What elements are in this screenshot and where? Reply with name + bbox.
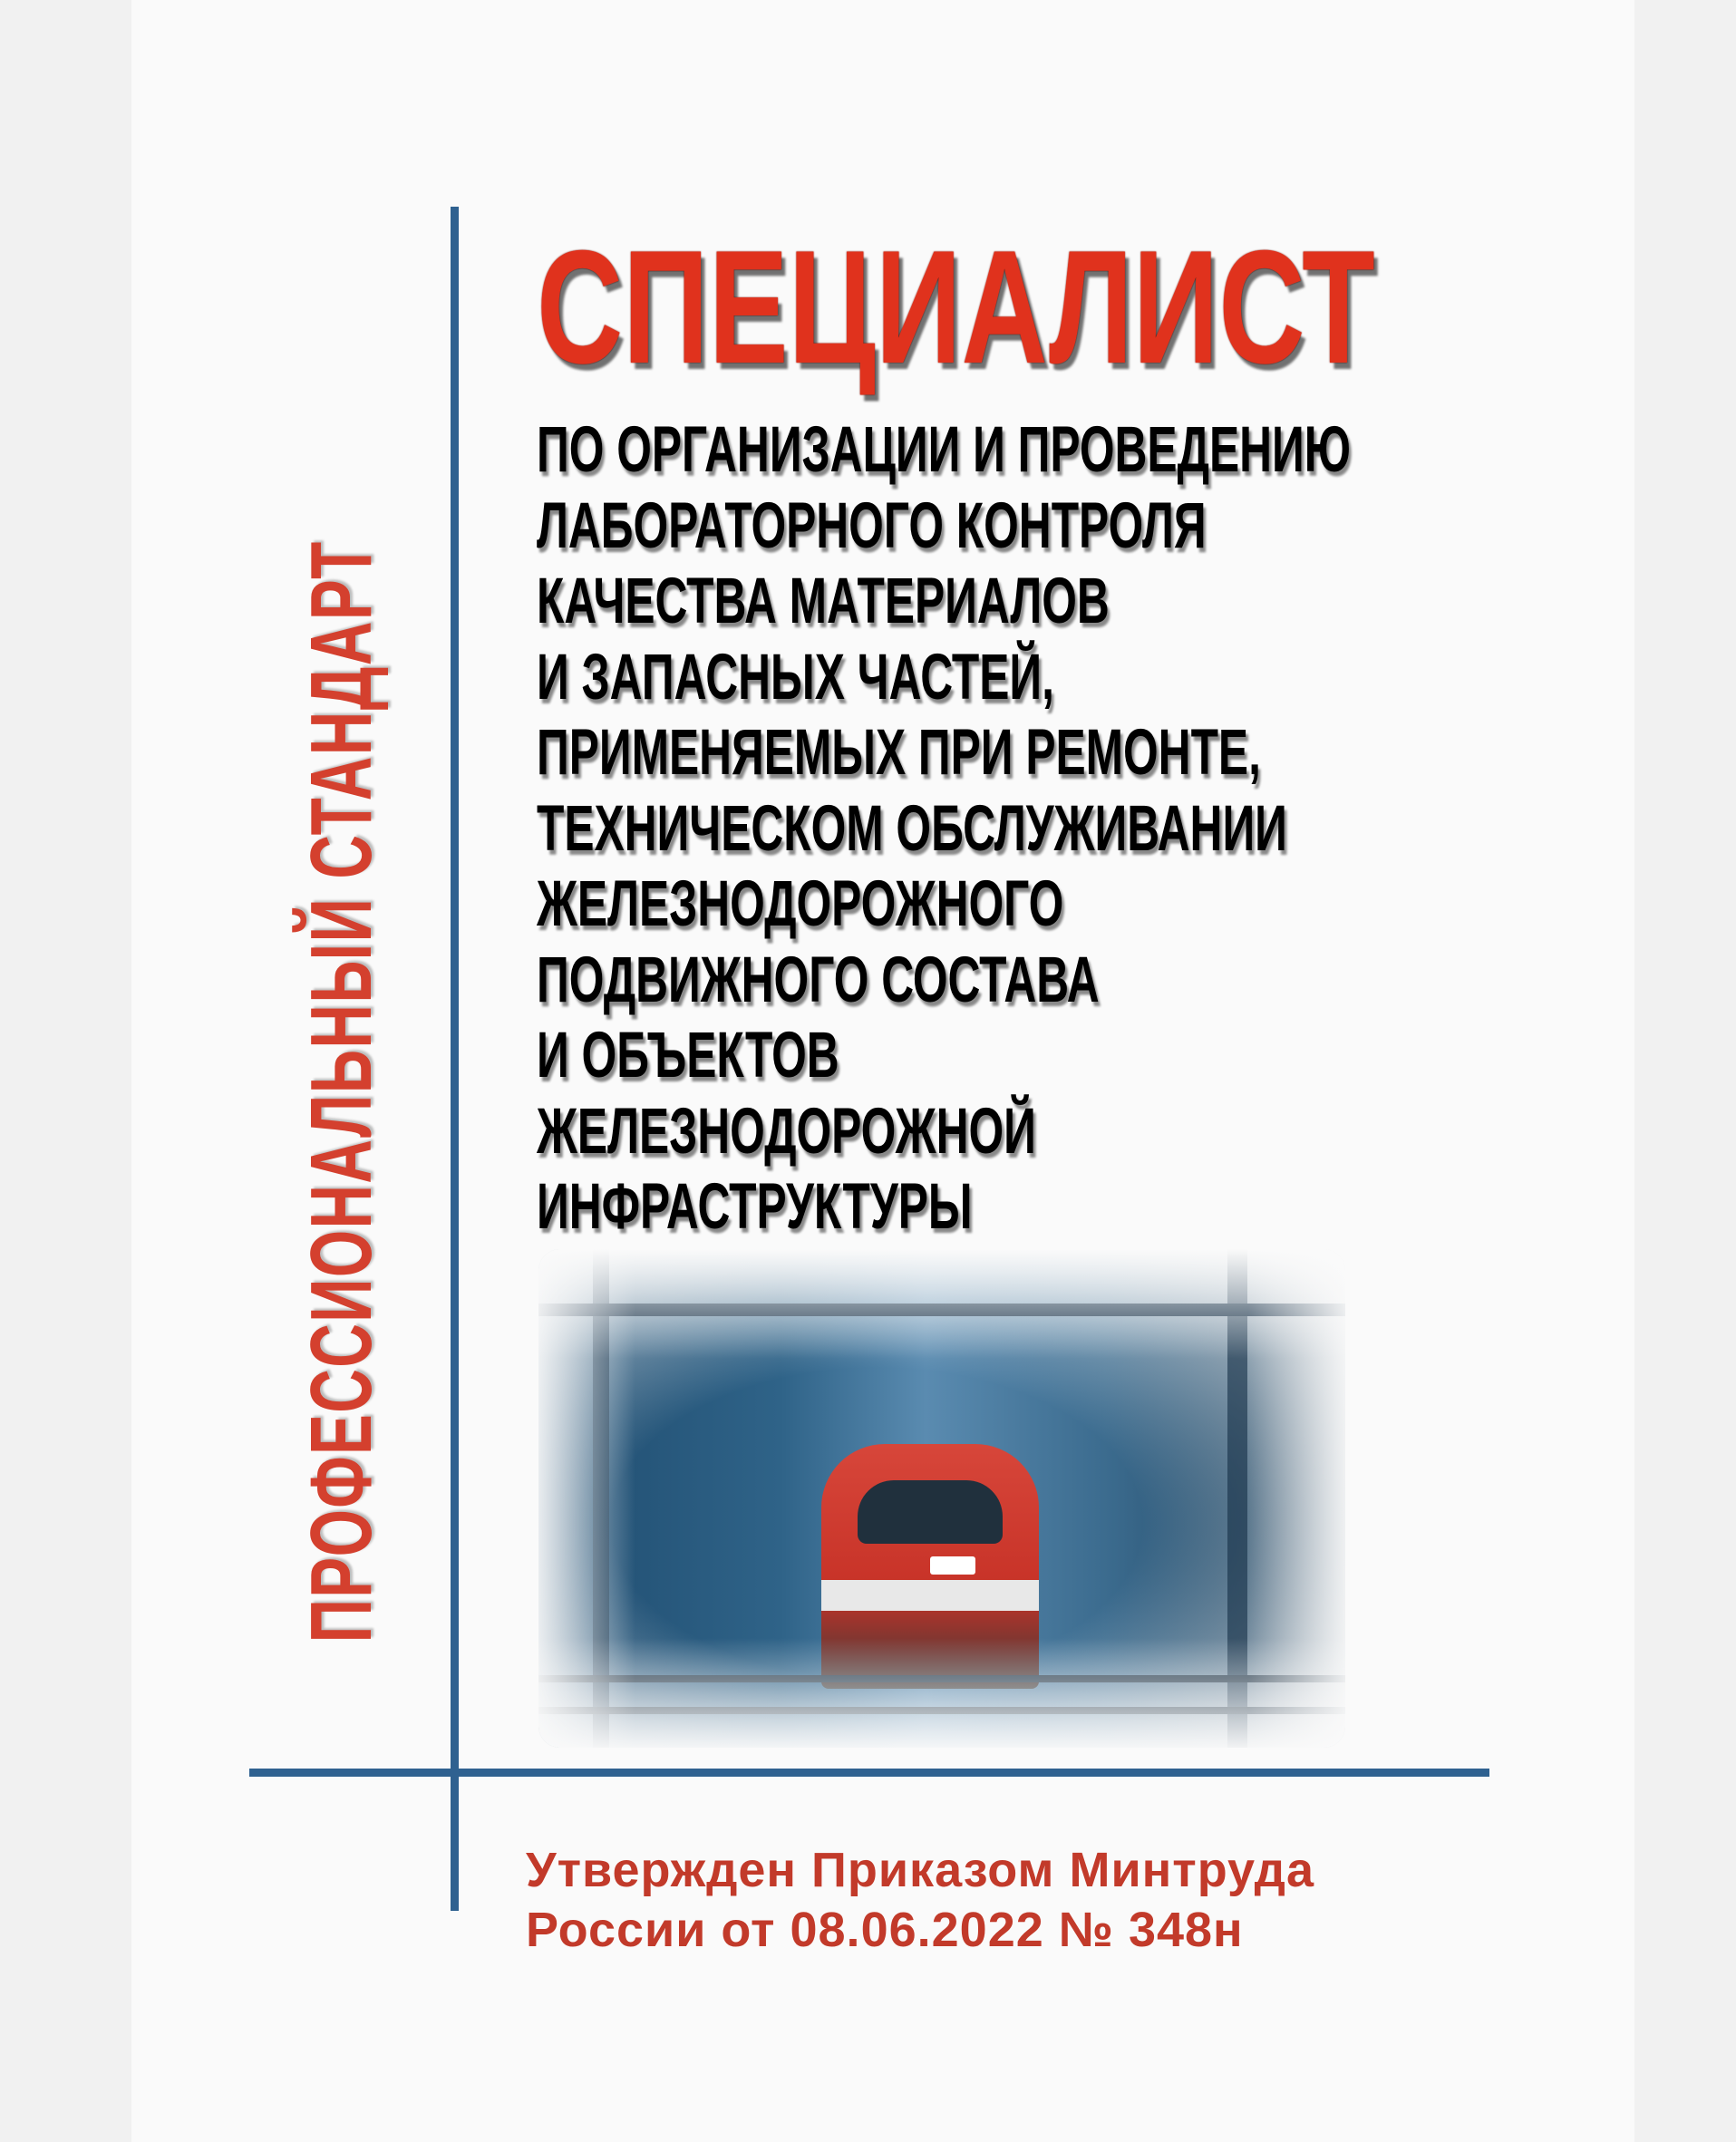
subtitle-line: ПРИМЕНЯЕМЫХ ПРИ РЕМОНТЕ, xyxy=(537,717,1261,789)
subtitle-line: ПО ОРГАНИЗАЦИИ И ПРОВЕДЕНИЮ xyxy=(537,414,1352,486)
vertical-rule xyxy=(451,207,459,1911)
spine-label xyxy=(283,344,401,1839)
subtitle-line: И ОБЪЕКТОВ xyxy=(537,1020,839,1091)
subtitle-line: ТЕХНИЧЕСКОМ ОБСЛУЖИВАНИИ xyxy=(537,792,1287,865)
horizontal-rule xyxy=(249,1769,1489,1777)
photo-fade xyxy=(538,1249,1345,1748)
subtitle-line: И ЗАПАСНЫХ ЧАСТЕЙ, xyxy=(537,641,1054,713)
spine-label-text: ПРОФЕССИОНАЛЬНЫЙ СТАНДАРТ xyxy=(293,539,390,1643)
subtitle-line: ЛАБОРАТОРНОГО КОНТРОЛЯ xyxy=(537,489,1207,562)
cover-photo-depot-train xyxy=(538,1249,1345,1748)
cover-title: СПЕЦИАЛИСТ xyxy=(537,217,1375,397)
approval-line: Утвержден Приказом Минтруда xyxy=(526,1843,1314,1897)
subtitle-line: КАЧЕСТВА МАТЕРИАЛОВ xyxy=(537,566,1110,637)
approval-line: России от 08.06.2022 № 348н xyxy=(526,1903,1244,1957)
subtitle-line: ЖЕЛЕЗНОДОРОЖНОЙ xyxy=(537,1095,1036,1168)
approval-note xyxy=(526,1840,1314,1960)
subtitle-line: ИНФРАСТРУКТУРЫ xyxy=(537,1171,973,1243)
subtitle-line: ЖЕЛЕЗНОДОРОЖНОГО xyxy=(537,868,1064,940)
cover-subtitle xyxy=(537,412,1351,1245)
subtitle-line: ПОДВИЖНОГО СОСТАВА xyxy=(537,944,1100,1016)
